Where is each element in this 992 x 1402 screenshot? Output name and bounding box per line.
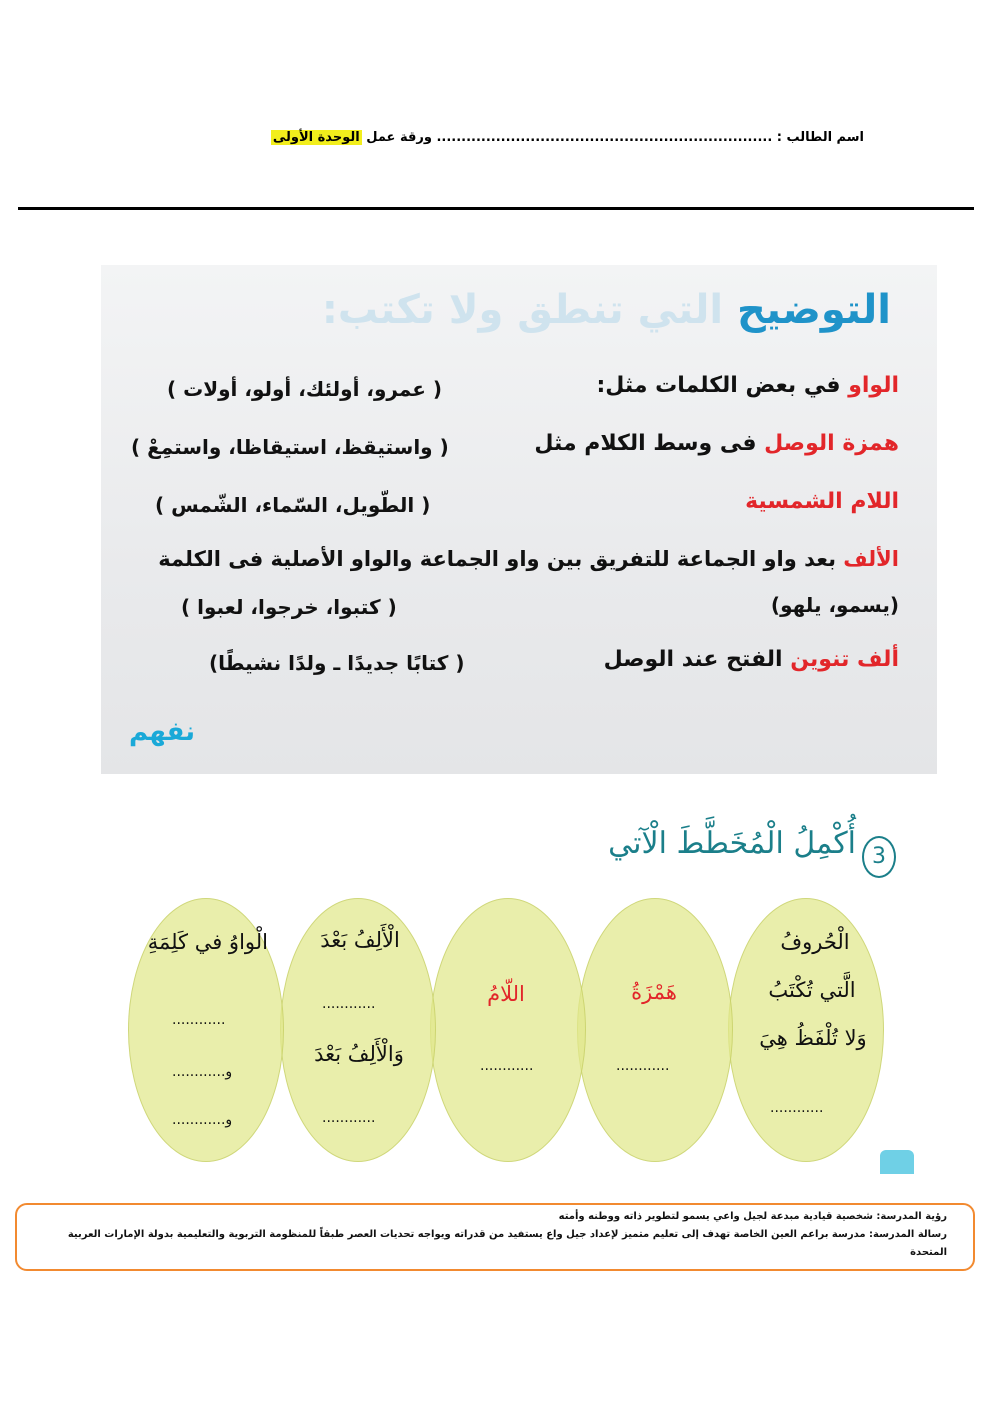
rule-examples: ( كتابًا جديدًا ـ ولدًا نشيطًا) bbox=[209, 651, 465, 675]
rule-keyword: همزة الوصل bbox=[764, 431, 899, 456]
rule-keyword: الواو bbox=[848, 373, 899, 398]
rule-row-tanween bbox=[604, 647, 899, 672]
nafham-logo: نفهم bbox=[129, 717, 196, 747]
exercise-title-text: أُكْمِلُ الْمُخَطَّطَ الْآتي bbox=[608, 826, 856, 861]
rule-keyword: الألف bbox=[843, 547, 899, 571]
page-corner-tab bbox=[880, 1150, 914, 1174]
oval-5-blank-2[interactable] bbox=[172, 1064, 232, 1080]
slide-title bbox=[322, 287, 891, 333]
oval-1-blank: ............ bbox=[770, 1100, 824, 1116]
rule-keyword: ألف تنوين bbox=[790, 647, 899, 672]
rule-examples: ( كتبوا، خرجوا، لعبوا ) bbox=[181, 595, 397, 619]
slide-title-main: التوضيح bbox=[737, 287, 891, 333]
school-mission: رسالة المدرسة: مدرسة براعم العين الخاصة تهدف إلى تعليم متميز لإعداد جيل واع يستفيد من قدراته ويواجه تحديات العصر طبقاً للمنظومة التربوية والتعليمية بدولة الإمارات العربية bbox=[67, 1229, 947, 1240]
oval-5-prefix: و bbox=[225, 1064, 233, 1080]
oval-4-blank-2[interactable]: ............ bbox=[322, 1110, 376, 1126]
header-divider bbox=[18, 207, 974, 210]
oval-5-blank-3[interactable] bbox=[172, 1112, 232, 1128]
rule-examples: ( الطّويل، السّماء، الشّمس ) bbox=[155, 493, 431, 517]
oval-3-blank: ............ bbox=[480, 1058, 534, 1074]
oval-2-line-1: هَمْزَةُ bbox=[631, 980, 677, 1004]
rule-text: بعد واو الجماعة للتفريق بين واو الجماعة والواو الأصلية فى الكلمة bbox=[158, 547, 844, 571]
rule-text: فى وسط الكلام مثل bbox=[534, 431, 765, 456]
oval-1-line-2: الَّتي تُكْتَبُ bbox=[768, 978, 856, 1002]
unit-highlight: الوحدة الأولى bbox=[272, 130, 360, 145]
explanation-slide bbox=[101, 265, 937, 774]
oval-5-blank-text: ............ bbox=[172, 1112, 226, 1128]
rule-examples: ( واستيقظ، استيقاظا، واستمِعْ ) bbox=[131, 435, 449, 459]
exercise-title bbox=[608, 826, 900, 861]
header-line bbox=[271, 130, 864, 145]
oval-5-line-1: الْواوُ في كَلِمَةِ bbox=[147, 930, 268, 954]
diagram-oval-2 bbox=[577, 898, 733, 1162]
rule-row-alif bbox=[158, 547, 899, 571]
student-name-label: اسم الطالب : .................................................................... bbox=[436, 130, 864, 145]
oval-3-line-1: اللّامُ bbox=[487, 982, 525, 1006]
rule-row-alif-examples bbox=[771, 593, 899, 617]
oval-1-line-3: وَلا تُلْفَظُ هِيَ bbox=[759, 1026, 867, 1050]
school-info-box bbox=[15, 1203, 975, 1271]
diagram-oval-3 bbox=[430, 898, 586, 1162]
oval-4-blank-1[interactable]: ............ bbox=[322, 996, 376, 1012]
slide-title-sub: التي تنطق ولا تكتب: bbox=[321, 287, 724, 333]
rule-row-waw bbox=[596, 373, 899, 398]
oval-4-line-2: وَالْأَلِفُ بَعْدَ bbox=[314, 1042, 404, 1066]
school-vision: رؤية المدرسة: شخصية قيادية مبدعة لجيل واعي يسمو لتطوير ذاته ووطنه وأمته bbox=[558, 1211, 947, 1222]
rule-keyword: اللام الشمسية bbox=[745, 489, 899, 514]
oval-5-blank-text: ............ bbox=[172, 1064, 226, 1080]
worksheet-label: ورقة عمل bbox=[366, 130, 432, 145]
oval-5-prefix: و bbox=[225, 1112, 233, 1128]
school-mission-end: المتحدة bbox=[910, 1247, 947, 1258]
rule-text: في بعض الكلمات مثل: bbox=[596, 373, 849, 398]
oval-5-blank-1[interactable]: ............ bbox=[172, 1012, 226, 1028]
rule-row-hamza bbox=[534, 431, 899, 456]
rule-text: الفتح عند الوصل bbox=[603, 647, 791, 672]
exercise-number: 3 bbox=[862, 836, 896, 878]
rule-text: (يسمو، يلهو) bbox=[770, 593, 899, 617]
rule-examples: ( عمرو، أولئك، أولو، أولات ) bbox=[167, 377, 443, 401]
oval-2-blank: ............ bbox=[616, 1058, 670, 1074]
oval-4-line-1[interactable]: الْأَلِفُ بَعْدَ bbox=[320, 928, 400, 952]
rule-row-lam bbox=[745, 489, 899, 514]
oval-1-line-1: الْحُروفُ bbox=[780, 930, 850, 954]
